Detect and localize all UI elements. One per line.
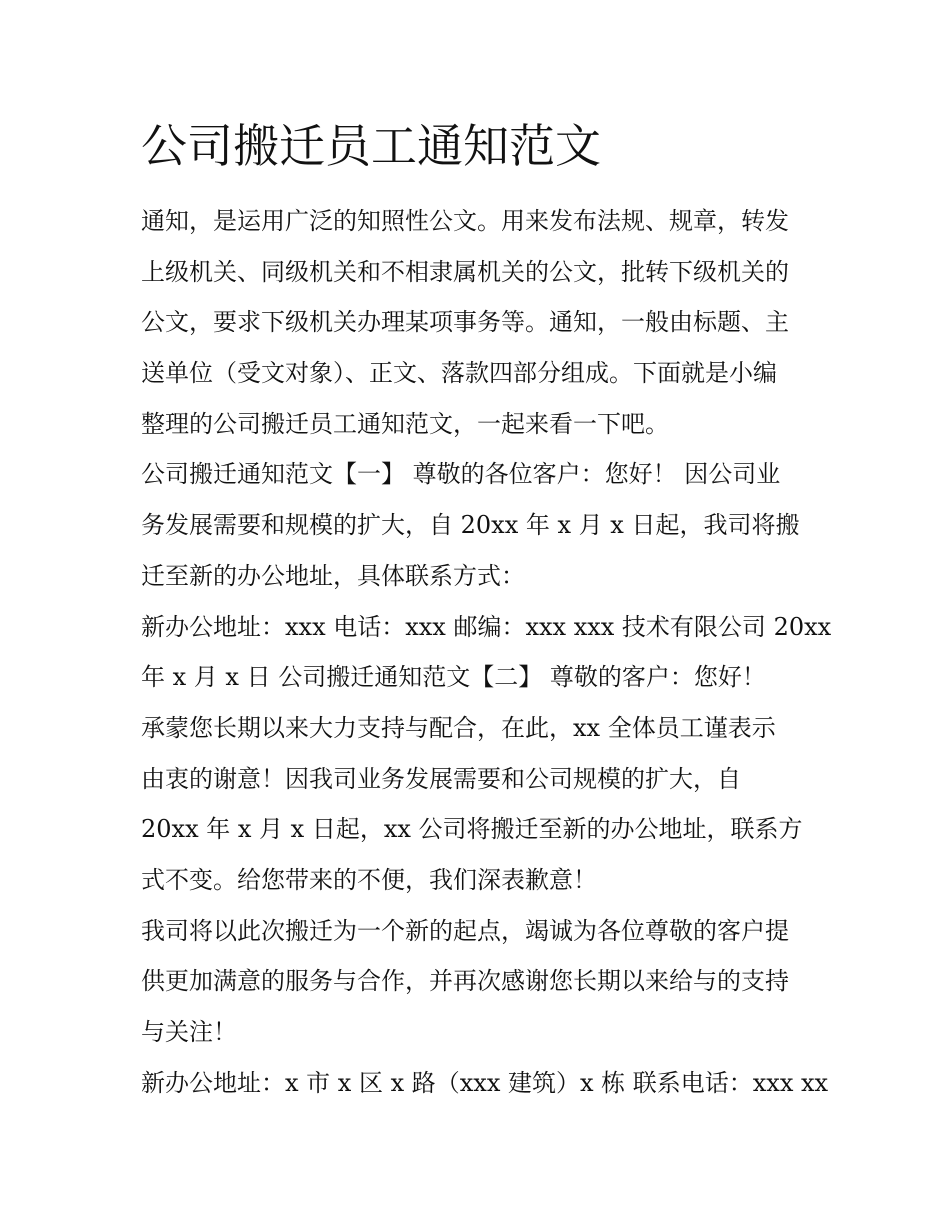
body-line: 务发展需要和规模的扩大，自 20xx 年 x 月 x 日起，我司将搬 bbox=[141, 511, 800, 540]
body-line: 新办公地址：x 市 x 区 x 路（xxx 建筑）x 栋 联系电话：xxx xx bbox=[141, 1068, 829, 1097]
body-line: 我司将以此次搬迁为一个新的起点，竭诚为各位尊敬的客户提 bbox=[141, 916, 789, 945]
body-line: 整理的公司搬迁员工通知范文，一起来看一下吧。 bbox=[141, 409, 669, 438]
body-line: 迁至新的办公地址，具体联系方式： bbox=[141, 561, 525, 590]
body-line: 公文，要求下级机关办理某项事务等。通知，一般由标题、主 bbox=[141, 308, 789, 337]
body-line: 式不变。给您带来的不便，我们深表歉意！ bbox=[141, 865, 597, 894]
document-title: 公司搬迁员工通知范文 bbox=[141, 119, 601, 173]
body-line: 与关注！ bbox=[141, 1018, 237, 1046]
body-line: 通知，是运用广泛的知照性公文。用来发布法规、规章，转发 bbox=[141, 207, 789, 235]
body-line: 新办公地址：xxx 电话：xxx 邮编：xxx xxx 技术有限公司 20xx bbox=[141, 612, 832, 641]
body-line: 由衷的谢意！因我司业务发展需要和公司规模的扩大，自 bbox=[141, 764, 741, 793]
body-line: 供更加满意的服务与合作，并再次感谢您长期以来给与的支持 bbox=[141, 967, 789, 996]
body-line: 公司搬迁通知范文【一】 尊敬的各位客户：您好！ 因公司业 bbox=[141, 460, 781, 489]
body-line: 20xx 年 x 月 x 日起，xx 公司将搬迁至新的办公地址，联系方 bbox=[141, 815, 803, 844]
body-line: 送单位（受文对象）、正文、落款四部分组成。下面就是小编 bbox=[141, 359, 777, 388]
document-body bbox=[141, 196, 832, 1108]
body-line: 上级机关、同级机关和不相隶属机关的公文，批转下级机关的 bbox=[141, 257, 789, 286]
body-line: 承蒙您长期以来大力支持与配合，在此，xx 全体员工谨表示 bbox=[141, 713, 776, 742]
body-line: 年 x 月 x 日 公司搬迁通知范文【二】 尊敬的客户：您好！ bbox=[141, 663, 766, 692]
